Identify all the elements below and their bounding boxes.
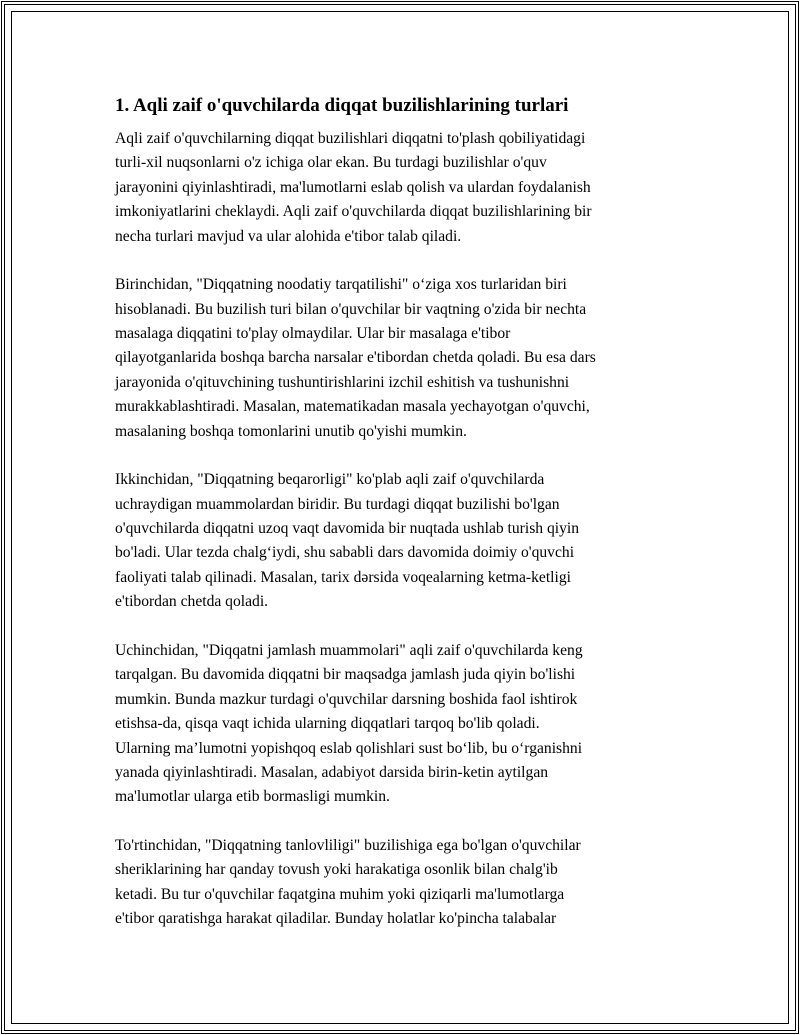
text-line: Aqli zaif o'quvchilarning diqqat buzilishlari diqqatni to'plash qobiliyatidagi <box>115 130 586 147</box>
text-line: mumkin. Bunda mazkur turdagi o'quvchilar darsning boshida faol ishtirok <box>115 690 578 708</box>
text-line: imkoniyatlarini cheklaydi. Aqli zaif o'quvchilarda diqqat buzilishlarining bir <box>115 203 592 221</box>
text-line: bo'ladi. Ular tezda chalg‘iydi, shu sababli dars davomida doimiy o'quvchi <box>115 544 575 562</box>
text-line: uchraydigan muammolardan biridir. Bu turdagi diqqat buzilishi bo'lgan <box>115 495 560 513</box>
text-line: Ikkinchidan, "Diqqatning beqarorligi" ko'plab aqli zaif o'quvchilarda <box>115 471 545 489</box>
paragraph <box>115 273 695 444</box>
text-line: To'rtinchidan, "Diqqatning tanlovliligi" buzilishiga ega bo'lgan o'quvchilar <box>115 836 581 854</box>
document-body <box>115 93 695 956</box>
paragraph <box>115 468 695 614</box>
paragraph <box>115 834 695 932</box>
text-line: ketadi. Bu tur o'quvchilar faqatgina muhim yoki qiziqarli ma'lumotlarga <box>115 885 565 903</box>
text-line: e'tibor qaratishga harakat qiladilar. Bunday holatlar ko'pincha talabalar <box>115 910 557 928</box>
text-line: faoliyati talab qilinadi. Masalan, tarix dərsida voqealarning ketma-ketligi <box>115 568 571 586</box>
text-line: etishsa-da, qisqa vaqt ichida ularning diqqatlari tarqoq bo'lib qoladi. <box>115 715 540 733</box>
text-line: jarayonini qiyinlashtiradi, ma'lumotlarni eslab qolish va ulardan foydalanish <box>115 178 591 196</box>
text-line: jarayonida o'qituvchining tushuntirishlarini izchil eshitish va tushunishni <box>115 373 570 391</box>
text-line: necha turlari mavjud va ular alohida e'tibor talab qiladi. <box>115 227 462 245</box>
text-line: o'quvchilarda diqqatni uzoq vaqt davomida bir nuqtada ushlab turish qiyin <box>115 520 580 538</box>
text-line: sheriklarining har qanday tovush yoki harakatiga osonlik bilan chalg'ib <box>115 861 558 879</box>
text-line: Uchinchidan, "Diqqatni jamlash muammolari" aqli zaif o'quvchilarda keng <box>115 641 583 659</box>
text-line: yanada qiyinlashtiradi. Masalan, adabiyot darsida birin-ketin aytilgan <box>115 763 549 781</box>
text-line: Ularning ma’lumotni yopishqoq eslab qolishlari sust bo‘lib, bu o‘rganishni <box>115 739 583 757</box>
paragraph <box>115 639 695 810</box>
text-line: turli-xil nuqsonlarni o'z ichiga olar ekan. Bu turdagi buzilishlar o'quv <box>115 154 547 172</box>
section-heading: 1. Aqli zaif o'quvchilarda diqqat buzilishlarining turlari <box>115 95 569 116</box>
paragraph-list <box>115 127 695 932</box>
text-line: Birinchidan, "Diqqatning noodatiy tarqatilishi" o‘ziga xos turlaridan biri <box>115 276 567 294</box>
text-line: e'tibordan chetda qoladi. <box>115 593 269 611</box>
text-line: tarqalgan. Bu davomida diqqatni bir maqsadga jamlash juda qiyin bo'lishi <box>115 666 576 684</box>
text-line: ma'lumotlar ularga etib bormasligi mumkin. <box>115 788 390 806</box>
paragraph <box>115 127 695 249</box>
text-line: masalaga diqqatini to'play olmaydilar. Ular bir masalaga e'tibor <box>115 325 511 343</box>
text-line: masalaning boshqa tomonlarini unutib qo'yishi mumkin. <box>115 422 467 440</box>
text-line: murakkablashtiradi. Masalan, matematikadan masala yechayotgan o'quvchi, <box>115 398 590 416</box>
text-line: hisoblanadi. Bu buzilish turi bilan o'quvchilar bir vaqtning o'zida bir nechta <box>115 300 587 318</box>
text-line: qilayotganlarida boshqa barcha narsalar e'tibordan chetda qoladi. Bu esa dars <box>115 349 596 367</box>
